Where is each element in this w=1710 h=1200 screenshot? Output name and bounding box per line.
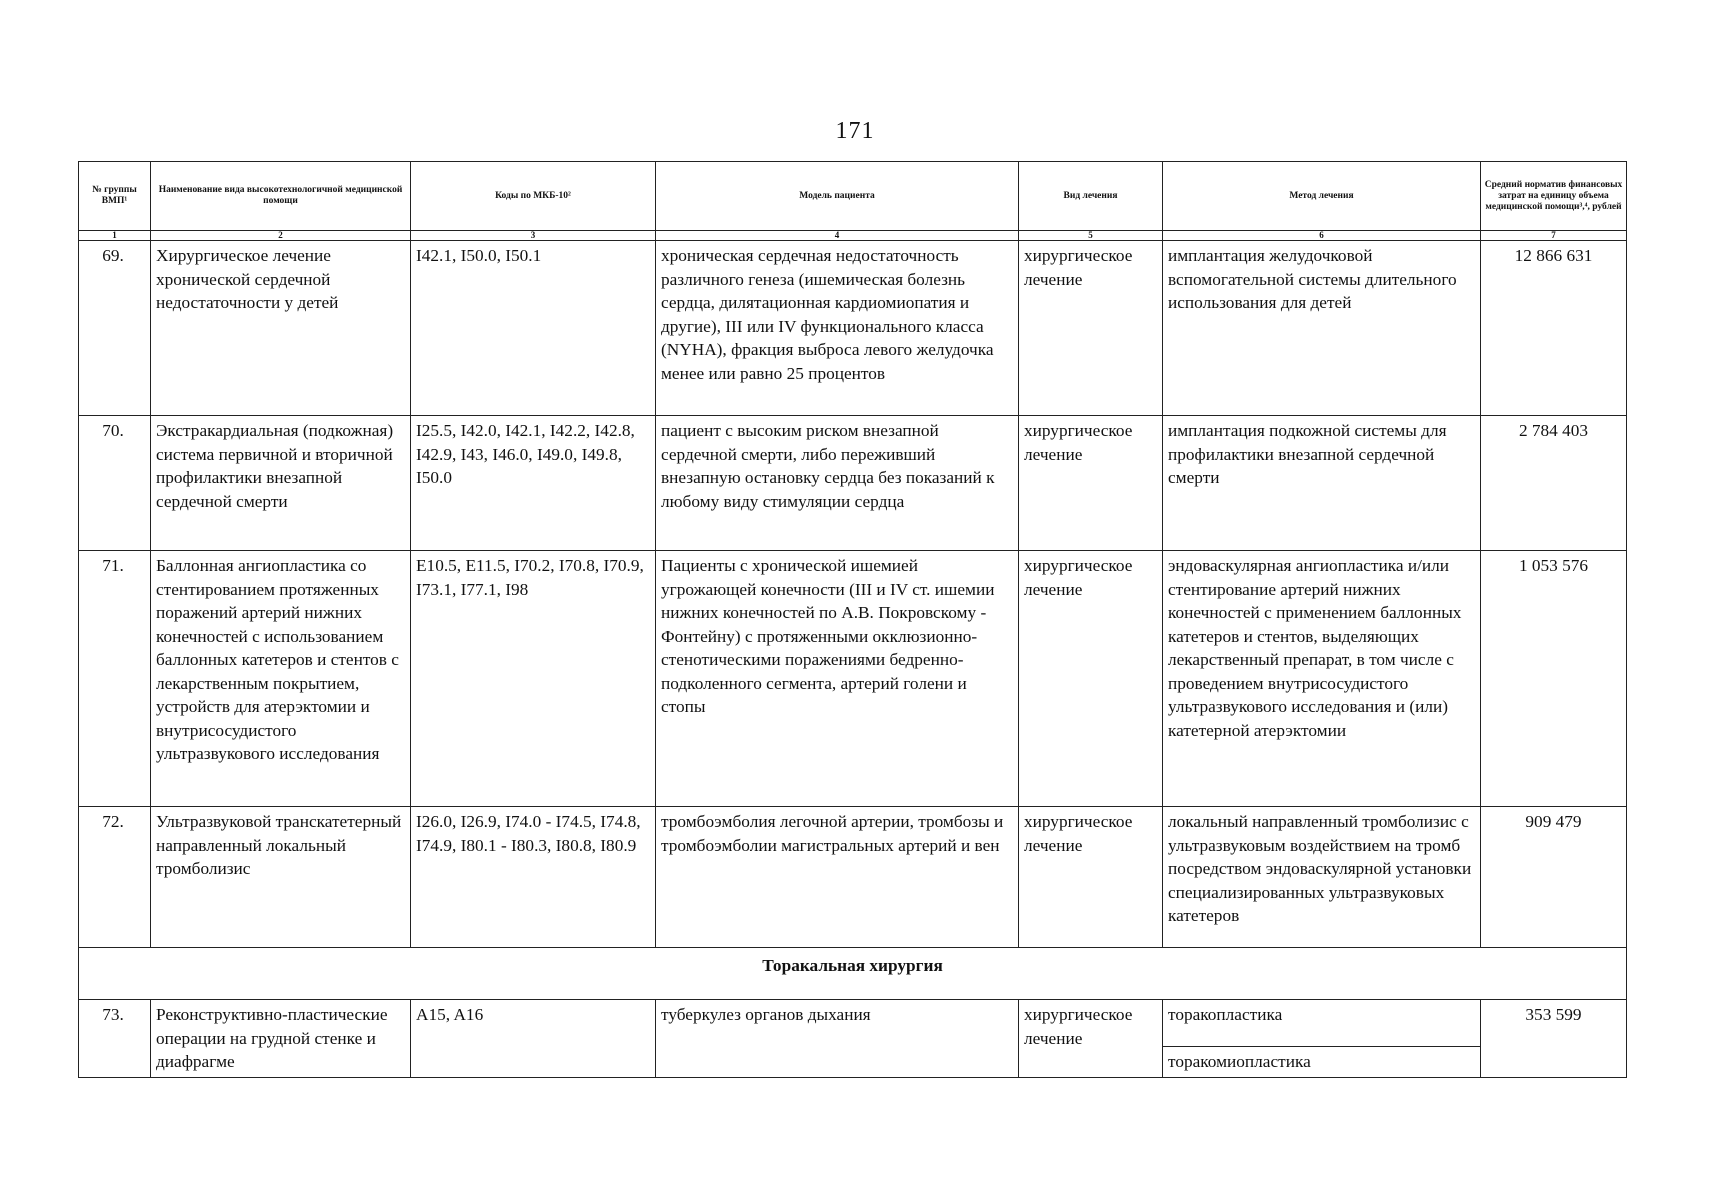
row-treatment: хирургическое лечение xyxy=(1019,416,1163,551)
table-row xyxy=(79,241,1627,416)
table-row xyxy=(79,1000,1627,1078)
row-number: 69. xyxy=(79,241,151,416)
header-row xyxy=(79,162,1627,231)
column-number: 5 xyxy=(1019,231,1163,241)
row-number: 72. xyxy=(79,807,151,948)
row-model: Пациенты с хронической ишемией угрожающей конечности (III и IV ст. ишемии нижних конечностей по А.В. Покровскому - Фонтейну) с протяженными окклюзионно-стенотическими поражениями бедренно-подколенного сегмента, артерий голени и стопы xyxy=(656,551,1019,807)
header-group-number: № группы ВМП¹ xyxy=(79,162,151,231)
row-cost: 1 053 576 xyxy=(1481,551,1627,807)
page-number: 171 xyxy=(835,118,875,144)
header-icd-codes: Коды по МКБ-10² xyxy=(411,162,656,231)
row-cost: 353 599 xyxy=(1481,1000,1627,1078)
row-name: Ультразвуковой транскатетерный направленный локальный тромболизис xyxy=(151,807,411,948)
row-method: эндоваскулярная ангиопластика и/или стентирование артерий нижних конечностей с применением баллонных катетеров и стентов, выделяющих лекарственный препарат, в том числе с проведением внутрисосудистого ультразвукового исследования и (или) катетерной атерэктомии xyxy=(1163,551,1481,807)
table-row xyxy=(79,416,1627,551)
row-treatment: хирургическое лечение xyxy=(1019,241,1163,416)
section-title: Торакальная хирургия xyxy=(79,948,1627,1000)
row-method-split xyxy=(1163,1000,1481,1078)
vmp-table xyxy=(78,161,1627,1078)
row-method: имплантация желудочковой вспомогательной системы длительного использования для детей xyxy=(1163,241,1481,416)
row-cost: 909 479 xyxy=(1481,807,1627,948)
row-number: 70. xyxy=(79,416,151,551)
column-number: 2 xyxy=(151,231,411,241)
row-treatment: хирургическое лечение xyxy=(1019,1000,1163,1078)
row-method: имплантация подкожной системы для профилактики внезапной сердечной смерти xyxy=(1163,416,1481,551)
table-row xyxy=(79,551,1627,807)
row-treatment: хирургическое лечение xyxy=(1019,551,1163,807)
row-model: хроническая сердечная недостаточность различного генеза (ишемическая болезнь сердца, дилятационная кардиомиопатия и другие), III или IV функционального класса (NYHA), фракция выброса левого желудочка менее или равно 25 процентов xyxy=(656,241,1019,416)
row-codes: I42.1, I50.0, I50.1 xyxy=(411,241,656,416)
header-treatment-method: Метод лечения xyxy=(1163,162,1481,231)
row-method: локальный направленный тромболизис с ультразвуковым воздействием на тромб посредством эндоваскулярной установки специализированных ультразвуковых катетеров xyxy=(1163,807,1481,948)
row-number: 71. xyxy=(79,551,151,807)
row-model: пациент с высоким риском внезапной сердечной смерти, либо переживший внезапную остановку сердца без показаний к любому виду стимуляции сердца xyxy=(656,416,1019,551)
column-number: 6 xyxy=(1163,231,1481,241)
row-codes: A15, A16 xyxy=(411,1000,656,1078)
row-number: 73. xyxy=(79,1000,151,1078)
row-name: Экстракардиальная (подкожная) система первичной и вторичной профилактики внезапной сердечной смерти xyxy=(151,416,411,551)
row-model: тромбоэмболия легочной артерии, тромбозы и тромбоэмболии магистральных артерий и вен xyxy=(656,807,1019,948)
row-codes: I25.5, I42.0, I42.1, I42.2, I42.8, I42.9, I43, I46.0, I49.0, I49.8, I50.0 xyxy=(411,416,656,551)
column-number: 4 xyxy=(656,231,1019,241)
row-codes: E10.5, E11.5, I70.2, I70.8, I70.9, I73.1, I77.1, I98 xyxy=(411,551,656,807)
header-treatment-type: Вид лечения xyxy=(1019,162,1163,231)
row-method: торакомиопластика xyxy=(1163,1046,1480,1077)
column-number: 1 xyxy=(79,231,151,241)
section-header-row xyxy=(79,948,1627,1000)
row-method: торакопластика xyxy=(1168,1005,1283,1024)
row-model: туберкулез органов дыхания xyxy=(656,1000,1019,1078)
row-cost: 2 784 403 xyxy=(1481,416,1627,551)
column-number-row xyxy=(79,231,1627,241)
column-number: 3 xyxy=(411,231,656,241)
row-cost: 12 866 631 xyxy=(1481,241,1627,416)
row-name: Хирургическое лечение хронической сердечной недостаточности у детей xyxy=(151,241,411,416)
header-name: Наименование вида высокотехнологичной медицинской помощи xyxy=(151,162,411,231)
header-cost: Средний норматив финансовых затрат на единицу объема медицинской помощи³,⁴, рублей xyxy=(1481,162,1627,231)
row-codes: I26.0, I26.9, I74.0 - I74.5, I74.8, I74.9, I80.1 - I80.3, I80.8, I80.9 xyxy=(411,807,656,948)
row-name: Реконструктивно-пластические операции на грудной стенке и диафрагме xyxy=(151,1000,411,1078)
column-number: 7 xyxy=(1481,231,1627,241)
header-patient-model: Модель пациента xyxy=(656,162,1019,231)
table-row xyxy=(79,807,1627,948)
row-treatment: хирургическое лечение xyxy=(1019,807,1163,948)
row-name: Баллонная ангиопластика со стентированием протяженных поражений артерий нижних конечностей с использованием баллонных катетеров и стентов с лекарственным покрытием, устройств для атерэктомии и внутрисосудистого ультразвукового исследования xyxy=(151,551,411,807)
